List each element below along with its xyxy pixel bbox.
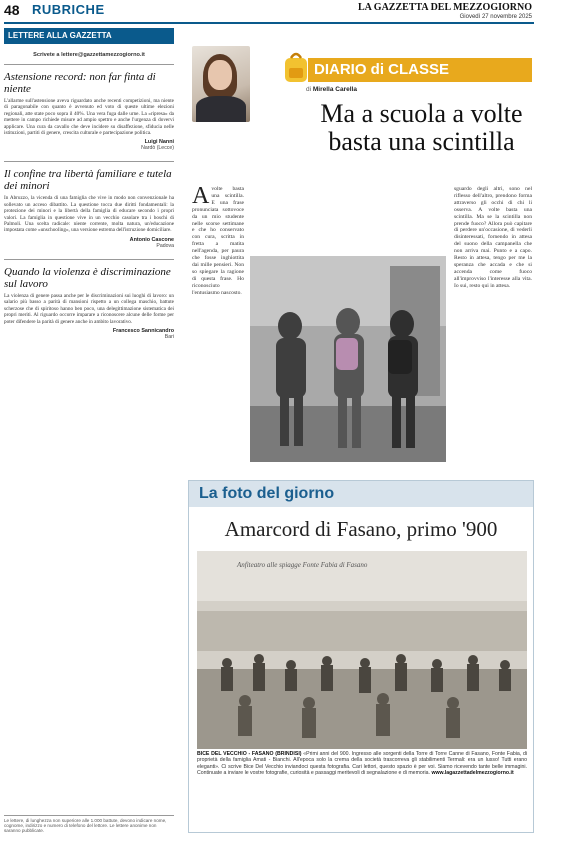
diary-author — [306, 86, 357, 93]
photo-of-day-heading: La foto del giorno — [189, 481, 533, 507]
letter-place: Padova — [156, 242, 174, 249]
historic-scene — [197, 551, 527, 749]
diary-headline: Ma a scuola a volte basta una scintilla — [320, 99, 523, 156]
letter-item — [4, 64, 174, 151]
letter-item — [4, 259, 174, 340]
classroom-photo — [250, 256, 446, 462]
caption-head: BICE DEL VECCHIO - FASANO (BRINDISI) — [197, 751, 302, 757]
photo-of-day-title: Amarcord di Fasano, primo '900 — [224, 517, 498, 541]
author-name: Mirella Carella — [312, 86, 357, 93]
letter-place: Bari — [164, 333, 174, 340]
section-title: RUBRICHE — [32, 2, 105, 17]
author-portrait — [192, 46, 250, 122]
article-text-1: volte basta una scintilla. E una frase pronunciata sottovoce da un mio studente nelle scorse settimane e che ho conservato con cura, scritta in fretta a matita nell'agenda, per paura che fosse inghiottita dai mille pensieri. Non so spiegare la ragione di questa frase. Ho riconosciuto l'entusiasmo nascosto. — [192, 186, 244, 296]
issue-date: Giovedì 27 novembre 2025 — [459, 14, 532, 20]
letter-place: Nardò (Lecce) — [141, 145, 174, 152]
letter-signature: Antonio Cascone — [129, 236, 174, 243]
masthead: LA GAZZETTA DEL MEZZOGIORNO — [357, 2, 532, 13]
drop-cap: A — [192, 183, 210, 209]
postcard-caption: Anfiteatro alle spiagge Fonte Fabia di Fasano — [237, 561, 368, 569]
letter-body: L'allarme sull'astensione aveva riguardato anche recenti competizioni, ma niente di paragonabile con quanto è avvenuto ed voto di queste ultime elezioni regionali, atte state poco sopra il 40%. Una vera fuga dalle urne. La «ripresa» da mettere in campo richiede misure ad ampio spettro e anche l'urgenza di dovervi applicare. Una cura da cavallo che deve incidere su disaffezione, sfiducia nelle istituzioni, partiti di genere, crescita culturale e partecipazione politica. — [4, 98, 174, 137]
header-rule — [4, 22, 534, 24]
caption-link[interactable]: www.lagazzettadelmezzogiorno.it — [431, 770, 514, 777]
letter-item — [4, 161, 174, 248]
diary-article — [192, 183, 532, 506]
letters-heading: LETTERE ALLA GAZZETTA — [4, 28, 174, 44]
photo-of-day-box — [188, 480, 534, 833]
letter-body: La violenza di genere passa anche per le discriminazioni sui luoghi di lavoro: un salario più basso a parità di mansioni rispetto a un collega maschio, battute scherzose che di spiritoso hanno ben poco, una delegittimazione sistematica dei propri meriti. Al riguardo occorre imparare a riconoscere alcune delle forme per poter difendere la parità di genere anche in ambito lavorativo. — [4, 292, 174, 325]
letter-signature: Francesco Sannicandro — [112, 327, 174, 334]
historic-photo — [197, 551, 527, 749]
letter-signature: Luigi Nanni — [144, 139, 174, 146]
article-text-3: sguardo degli altri, sono nel riflesso dell'altro, prendono forma attraverso gli occhi di chi li osserva. A volte basta una scintilla. Ma se la scintilla non prende fuoco? Allora può capitare di perdere un'occasione, di vederli disinteressati, fornendo in attesa del suono della campanella che non arriva mai. Punto e a capo. Resto in attesa, tengo per me la speranza che accada e che si accenda come fuoco all'improvviso l'interesse alla vita. Io sui, resto qui in attesa. — [454, 186, 532, 289]
letters-column — [4, 28, 174, 833]
letter-body: In Abruzzo, la vicenda di una famiglia che vive in modo non convenzionale ha sollevato un acceso dibattito. La questione tocca due diritti fondamentali: la protezione dei minori e la libertà della famiglia di educare secondo i propri valori. La famiglia in questione vive in un vecchio casolare tra i boschi di Palmoli. Una scelta radicale: niente corrente, molta natura, un'educazione impostata come «unschooling», una versione estrema dell'istruzione domiciliare. — [4, 195, 174, 234]
article-column-3 — [454, 186, 532, 290]
author-prefix: di — [306, 86, 312, 93]
page-number: 48 — [4, 2, 20, 18]
letters-contact[interactable]: Scrivete a lettere@gazzettamezzogiorno.it — [33, 52, 145, 58]
letter-title: Quando la violenza è discriminazione sul lavoro — [4, 259, 174, 290]
students-illustration — [250, 256, 446, 462]
letter-title: Il confine tra libertà familiare e tutela dei minori — [4, 161, 174, 192]
article-column-1 — [192, 183, 244, 297]
letters-footnote: Le lettere, di lunghezza non superiore alle 1.000 battute, devono indicare nome, cognome, indirizzo e numero di telefono del lettore. Le lettere anonime non saranno pubblicate. — [4, 815, 174, 833]
diary-label: DIARIO di CLASSE — [308, 58, 532, 82]
backpack-icon — [282, 50, 310, 84]
photo-caption — [197, 751, 527, 777]
caption-text: «Primi anni del 900. Ingresso alle sorgenti della Torre di Torre Canne di Fasano, Fonte Fabia, di proprietà della famiglia Amati - Bianchi. All'epoca solo la crema della società trascorreva gli stabilimenti Termali: era un lusso! Tutti erano eleganti». Ci scrive Bice Del Vecchio inviandoci questa fotografia. Cari lettori, questo spazio è per voi. Siamo ricevendo tante belle immagini. Continuate a inviare le vostre fotografie, curiosità e passaggi meritevoli di segnalazione e di memoria. — [197, 751, 527, 777]
letter-title: Astensione record: non far finta di niente — [4, 64, 174, 95]
